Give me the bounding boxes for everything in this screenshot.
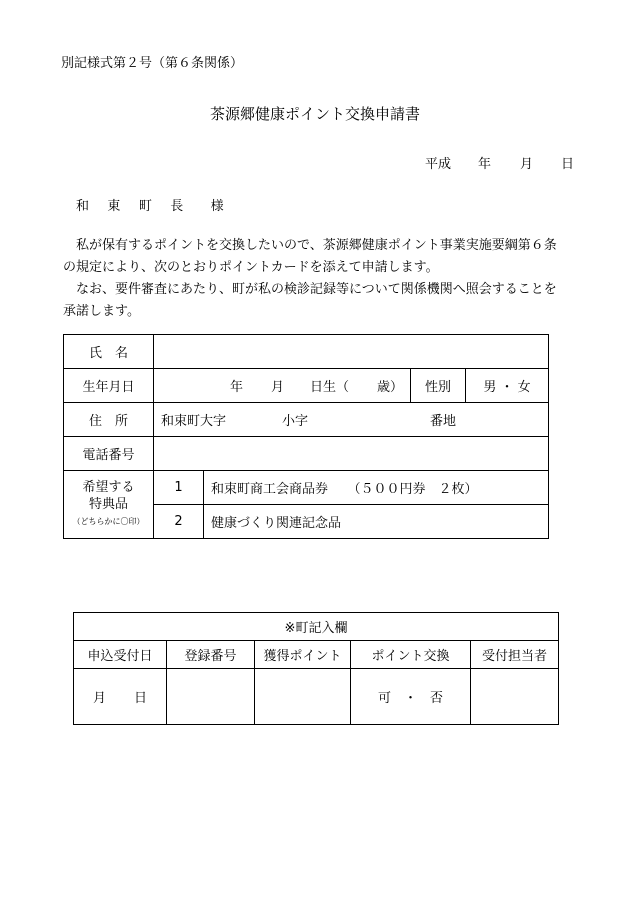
statement-line-2: の規定により、次のとおりポイントカードを添えて申請します。 xyxy=(63,260,439,275)
staff-field[interactable] xyxy=(471,669,559,725)
statement-line-1: 私が保有するポイントを交換したいので、茶源郷健康ポイント事業実施要綱第６条 xyxy=(76,238,557,253)
office-header-row xyxy=(74,641,559,669)
prize-label-cell xyxy=(64,471,154,539)
date-year-label: 年 xyxy=(478,157,492,172)
birthdate-row xyxy=(64,369,549,403)
prize-selection-note: （どちらかに〇印） xyxy=(72,517,145,526)
option-text-1: 和束町商工会商品券 （５００円券 ２枚） xyxy=(204,471,549,505)
registration-number-field[interactable] xyxy=(167,669,255,725)
statement-line-3: なお、要件審査にあたり、町が私の検診記録等について関係機関へ照会することを xyxy=(76,282,557,297)
addressee: 和 東 町 長 様 xyxy=(76,199,231,214)
header-staff: 受付担当者 xyxy=(471,641,559,669)
phone-label: 電話番号 xyxy=(64,437,154,471)
birthdate-field[interactable] xyxy=(154,369,411,403)
date-day-label: 日 xyxy=(561,157,575,172)
age-unit-label: 歳） xyxy=(377,380,404,395)
name-row xyxy=(64,335,549,369)
option-number-1[interactable]: 1 xyxy=(154,471,204,505)
birth-day-age-label: 日生（ xyxy=(310,380,350,395)
address-koaza-label: 小字 xyxy=(282,414,309,429)
application-statement xyxy=(63,235,583,323)
statement-line-4: 承諾します。 xyxy=(63,304,140,319)
prize-label-line-1: 希望する xyxy=(82,480,135,495)
name-label: 氏 名 xyxy=(64,335,154,369)
date-month-label: 月 xyxy=(520,157,534,172)
office-entry-row xyxy=(74,669,559,725)
office-title-row xyxy=(74,613,559,641)
exchange-approval-options[interactable]: 可 ・ 否 xyxy=(351,669,471,725)
form-number-label: 別記様式第２号（第６条関係） xyxy=(61,56,244,71)
address-row xyxy=(64,403,549,437)
phone-field[interactable] xyxy=(154,437,549,471)
applicant-table xyxy=(63,334,549,539)
gender-label: 性別 xyxy=(411,369,466,403)
office-use-title: ※町記入欄 xyxy=(74,613,559,641)
received-day-label: 日 xyxy=(134,691,148,706)
name-field[interactable] xyxy=(154,335,549,369)
address-town-label: 和束町大字 xyxy=(161,414,227,429)
option-number-2[interactable]: 2 xyxy=(154,505,204,539)
prize-label-line-2: 特典品 xyxy=(88,497,128,512)
address-label: 住 所 xyxy=(64,403,154,437)
received-month-label: 月 xyxy=(92,691,106,706)
header-point-exchange: ポイント交換 xyxy=(351,641,471,669)
birth-year-label: 年 xyxy=(230,380,244,395)
date-era: 平成 xyxy=(425,157,452,172)
received-date-field[interactable] xyxy=(74,669,167,725)
address-banchi-label: 番地 xyxy=(430,414,457,429)
option-text-2: 健康づくり関連記念品 xyxy=(204,505,549,539)
header-registration-number: 登録番号 xyxy=(167,641,255,669)
phone-row xyxy=(64,437,549,471)
birth-month-label: 月 xyxy=(271,380,285,395)
prize-option-row-1 xyxy=(64,471,549,505)
document-title: 茶源郷健康ポイント交換申請書 xyxy=(209,105,420,123)
header-earned-points: 獲得ポイント xyxy=(255,641,351,669)
office-use-table xyxy=(73,612,559,725)
birthdate-label: 生年月日 xyxy=(64,369,154,403)
gender-options[interactable]: 男 ・ 女 xyxy=(466,369,549,403)
header-received-date: 申込受付日 xyxy=(74,641,167,669)
address-field[interactable] xyxy=(154,403,549,437)
earned-points-field[interactable] xyxy=(255,669,351,725)
